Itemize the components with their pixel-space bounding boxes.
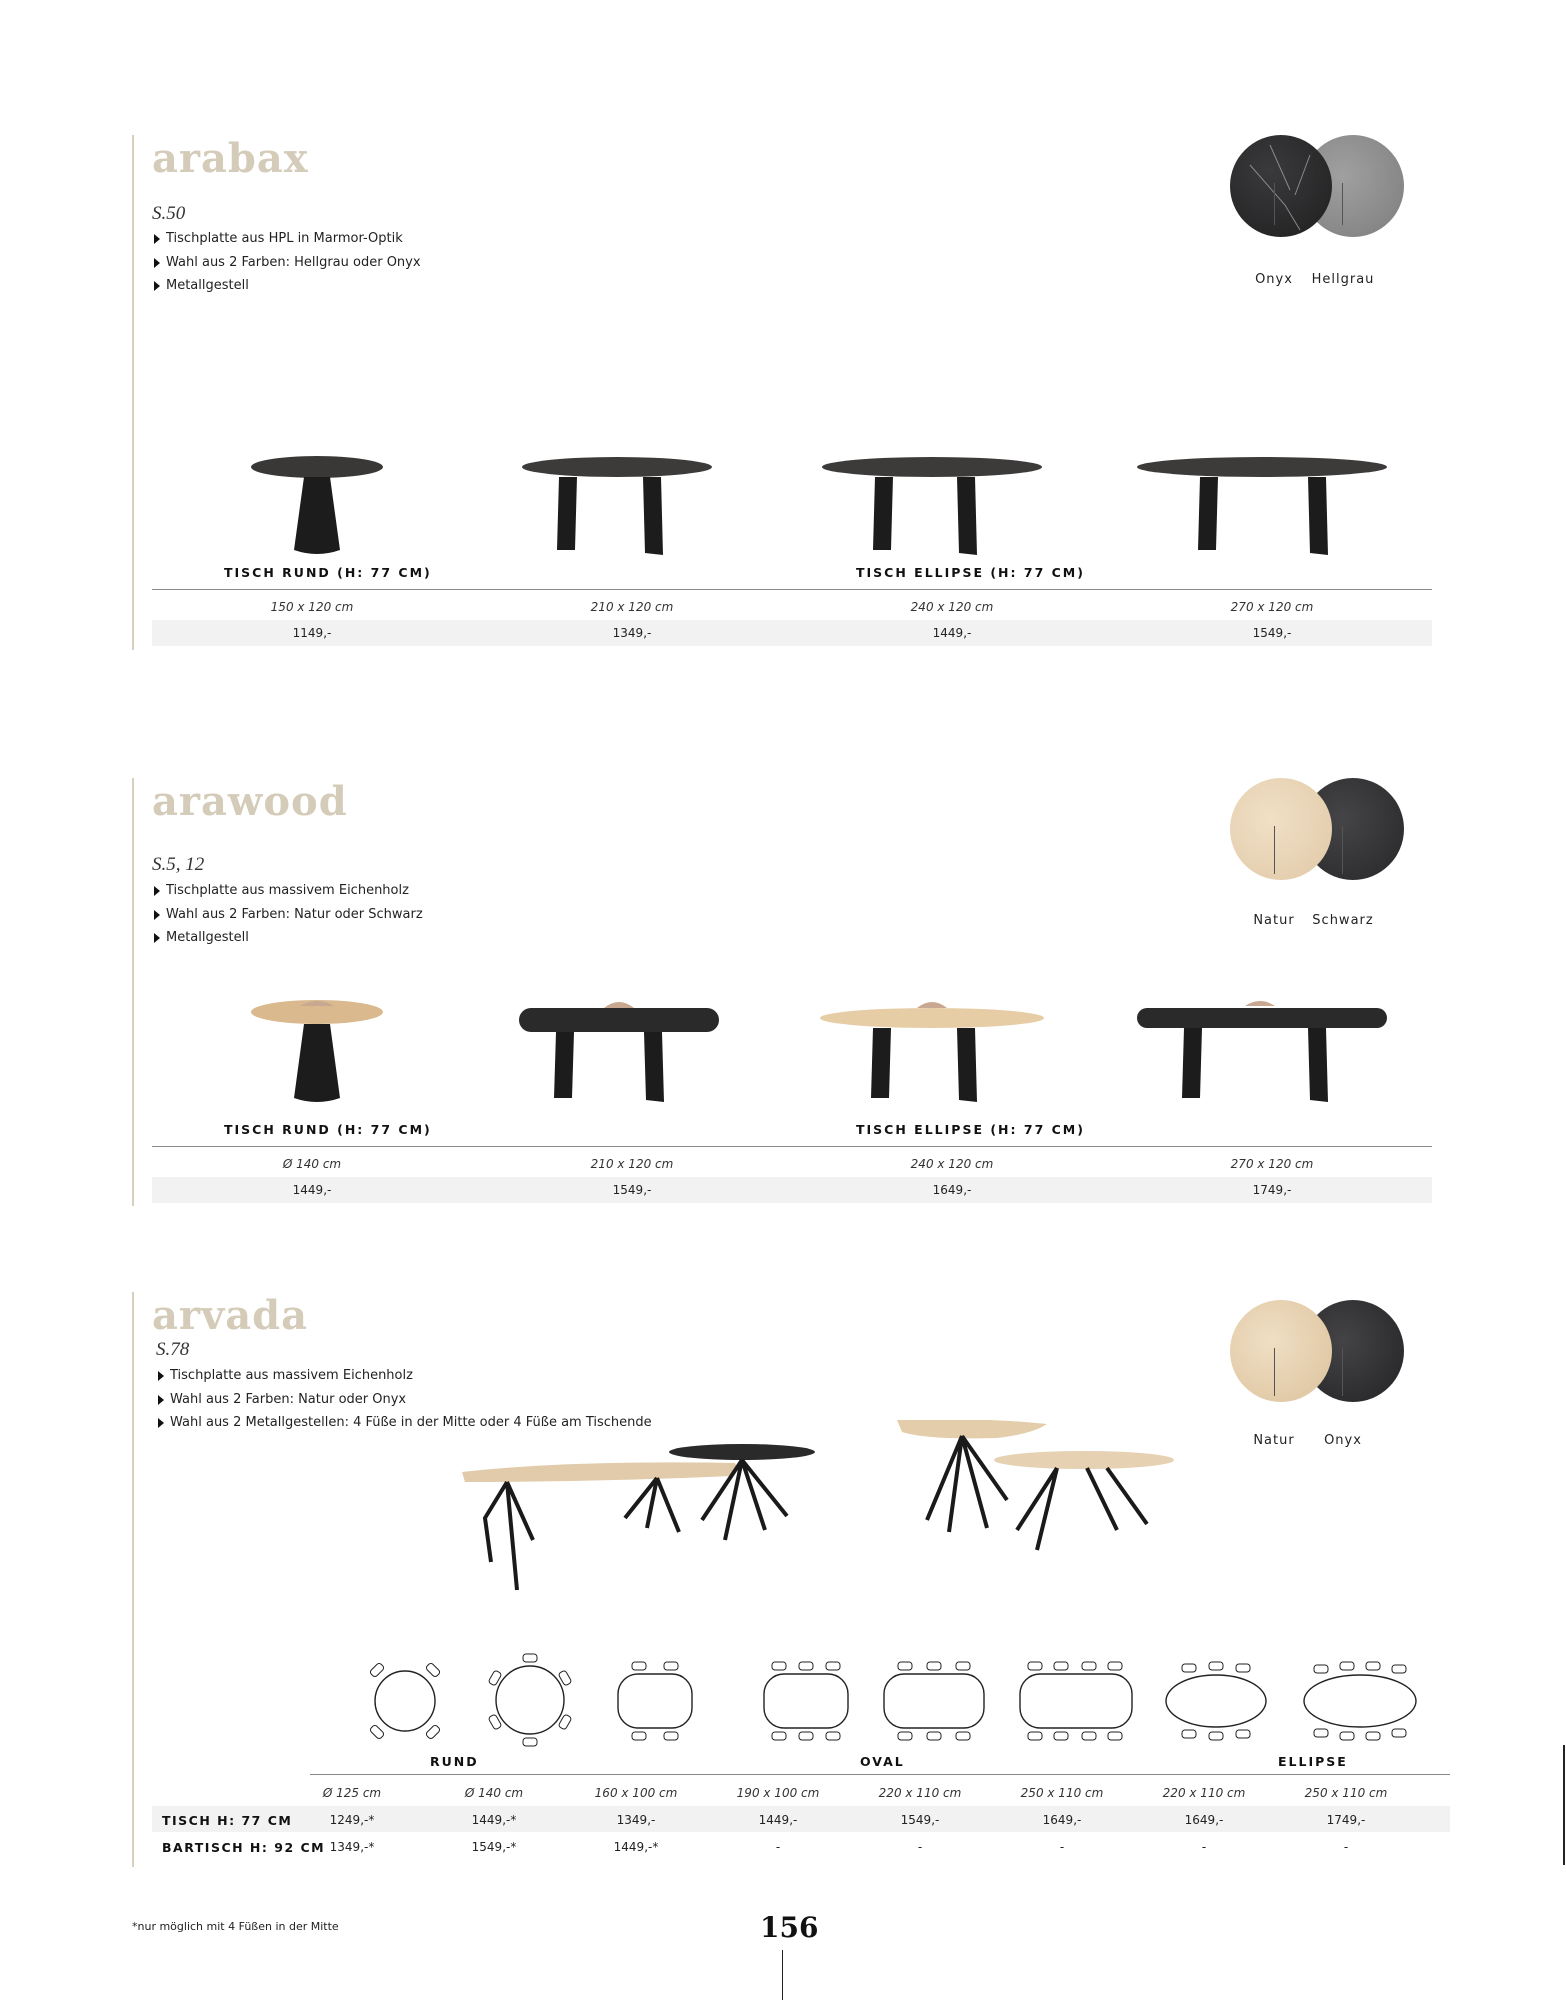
seating-diagram-rund-125 — [360, 1656, 450, 1746]
price-cell: 1449,-* — [471, 1813, 517, 1827]
category-label: ELLIPSE — [1278, 1754, 1348, 1769]
margin-marker — [1563, 1745, 1565, 1865]
table-photo-round — [242, 455, 392, 565]
dimension-cell: 160 x 100 cm — [594, 1786, 678, 1800]
category-label: TISCH RUND (H: 77 CM) — [224, 565, 432, 580]
price-cell: - — [1343, 1840, 1349, 1854]
price-cell: 1549,- — [900, 1813, 940, 1827]
price-cell: 1449,-* — [613, 1840, 659, 1854]
category-label: TISCH RUND (H: 77 CM) — [224, 1122, 432, 1137]
table-rule — [152, 589, 1432, 590]
page-number: 156 — [760, 1911, 819, 1944]
table-photo-ellipse-270 — [1132, 998, 1392, 1108]
feature-item: Wahl aus 2 Farben: Natur oder Schwarz — [152, 903, 423, 927]
dimension-cell: Ø 140 cm — [282, 1157, 342, 1171]
price-cell: 1349,-* — [329, 1840, 375, 1854]
swatch-natur — [1230, 778, 1332, 880]
price-cell: 1449,- — [758, 1813, 798, 1827]
feature-list — [152, 879, 423, 950]
dimension-cell: Ø 140 cm — [464, 1786, 524, 1800]
table-group-photo — [457, 1420, 1217, 1610]
price-cell: - — [775, 1840, 781, 1854]
price-cell: - — [1201, 1840, 1207, 1854]
category-label: TISCH ELLIPSE (H: 77 CM) — [856, 1122, 1085, 1137]
page-number-line — [782, 1950, 783, 2000]
swatch-label: Schwarz — [1312, 913, 1374, 928]
dimension-cell: 220 x 110 cm — [878, 1786, 962, 1800]
product-name: arvada — [152, 1292, 309, 1339]
dimension-cell: 210 x 120 cm — [590, 600, 674, 614]
price-cell: 1249,-* — [329, 1813, 375, 1827]
seating-diagram-oval-250 — [1016, 1656, 1136, 1746]
feature-item: Tischplatte aus massivem Eichenholz — [156, 1364, 652, 1388]
price-cell: 1449,- — [932, 626, 972, 640]
dimension-cell: 220 x 110 cm — [1162, 1786, 1246, 1800]
price-cell: 1549,- — [612, 1183, 652, 1197]
dimension-cell: 190 x 100 cm — [736, 1786, 820, 1800]
swatch-label: Hellgrau — [1311, 272, 1375, 287]
price-cell: 1749,- — [1252, 1183, 1292, 1197]
row-label: BARTISCH H: 92 CM — [162, 1840, 326, 1855]
dimension-cell: 270 x 120 cm — [1230, 1157, 1314, 1171]
swatch-label: Natur — [1253, 913, 1295, 928]
category-label: RUND — [430, 1754, 479, 1769]
price-cell: 1749,- — [1326, 1813, 1366, 1827]
dimension-cell: 250 x 110 cm — [1304, 1786, 1388, 1800]
seating-diagram-ellipse-220 — [1162, 1656, 1270, 1746]
price-cell: - — [917, 1840, 923, 1854]
product-name: arabax — [152, 135, 309, 182]
price-cell: 1649,- — [932, 1183, 972, 1197]
price-cell: 1149,- — [292, 626, 332, 640]
dimension-cell: 240 x 120 cm — [910, 1157, 994, 1171]
seating-diagram-oval-160 — [610, 1656, 700, 1746]
table-photo-ellipse-240 — [817, 998, 1047, 1108]
reference-code: S.78 — [156, 1339, 190, 1360]
dimension-cell: 150 x 120 cm — [270, 600, 354, 614]
product-name: arawood — [152, 778, 348, 825]
category-label: OVAL — [860, 1754, 905, 1769]
seating-diagram-rund-140 — [482, 1652, 578, 1748]
section-divider-line — [132, 135, 134, 650]
seating-diagram-oval-190 — [758, 1656, 854, 1746]
section-arvada — [132, 1292, 1462, 1867]
marble-vein-pattern — [1230, 135, 1332, 237]
table-rule — [152, 1146, 1432, 1147]
price-cell: 1649,- — [1184, 1813, 1224, 1827]
swatch-label: Onyx — [1255, 272, 1293, 287]
footnote: *nur möglich mit 4 Füßen in der Mitte — [132, 1920, 339, 1933]
dimension-cell: Ø 125 cm — [322, 1786, 382, 1800]
section-arabax — [132, 135, 1462, 650]
dimension-cell: 250 x 110 cm — [1020, 1786, 1104, 1800]
price-cell: 1649,- — [1042, 1813, 1082, 1827]
price-cell: 1549,-* — [471, 1840, 517, 1854]
feature-item: Tischplatte aus massivem Eichenholz — [152, 879, 423, 903]
table-photo-ellipse-270 — [1132, 455, 1392, 565]
price-cell: 1349,- — [612, 626, 652, 640]
price-cell: 1549,- — [1252, 626, 1292, 640]
price-cell: - — [1059, 1840, 1065, 1854]
feature-item: Metallgestell — [152, 926, 423, 950]
price-table — [132, 1754, 1462, 1864]
row-label: TISCH H: 77 CM — [162, 1813, 293, 1828]
feature-item: Tischplatte aus HPL in Marmor-Optik — [152, 227, 421, 251]
reference-code: S.5, 12 — [152, 854, 205, 875]
table-rule — [310, 1774, 1450, 1775]
swatch-label: Onyx — [1324, 1433, 1362, 1448]
section-arawood — [132, 778, 1462, 1206]
seating-diagram-oval-220 — [880, 1656, 988, 1746]
price-cell: 1449,- — [292, 1183, 332, 1197]
category-label: TISCH ELLIPSE (H: 77 CM) — [856, 565, 1085, 580]
feature-item: Wahl aus 2 Farben: Hellgrau oder Onyx — [152, 251, 421, 275]
table-photo-round — [242, 998, 392, 1108]
table-photo-ellipse-210 — [517, 455, 717, 565]
feature-item: Metallgestell — [152, 274, 421, 298]
table-photo-ellipse-210 — [514, 998, 724, 1108]
reference-code: S.50 — [152, 203, 186, 224]
seating-diagram-ellipse-250 — [1300, 1656, 1420, 1746]
feature-item: Wahl aus 2 Farben: Natur oder Onyx — [156, 1388, 652, 1412]
section-divider-line — [132, 778, 134, 1206]
feature-list — [152, 227, 421, 298]
swatch-natur — [1230, 1300, 1332, 1402]
swatch-label: Natur — [1253, 1433, 1295, 1448]
dimension-cell: 270 x 120 cm — [1230, 600, 1314, 614]
price-cell: 1349,- — [616, 1813, 656, 1827]
swatch-onyx — [1230, 135, 1332, 237]
dimension-cell: 240 x 120 cm — [910, 600, 994, 614]
feature-item: Wahl aus 2 Metallgestellen: 4 Füße in der Mitte oder 4 Füße am Tischende — [156, 1411, 652, 1435]
dimension-cell: 210 x 120 cm — [590, 1157, 674, 1171]
table-photo-ellipse-240 — [817, 455, 1047, 565]
